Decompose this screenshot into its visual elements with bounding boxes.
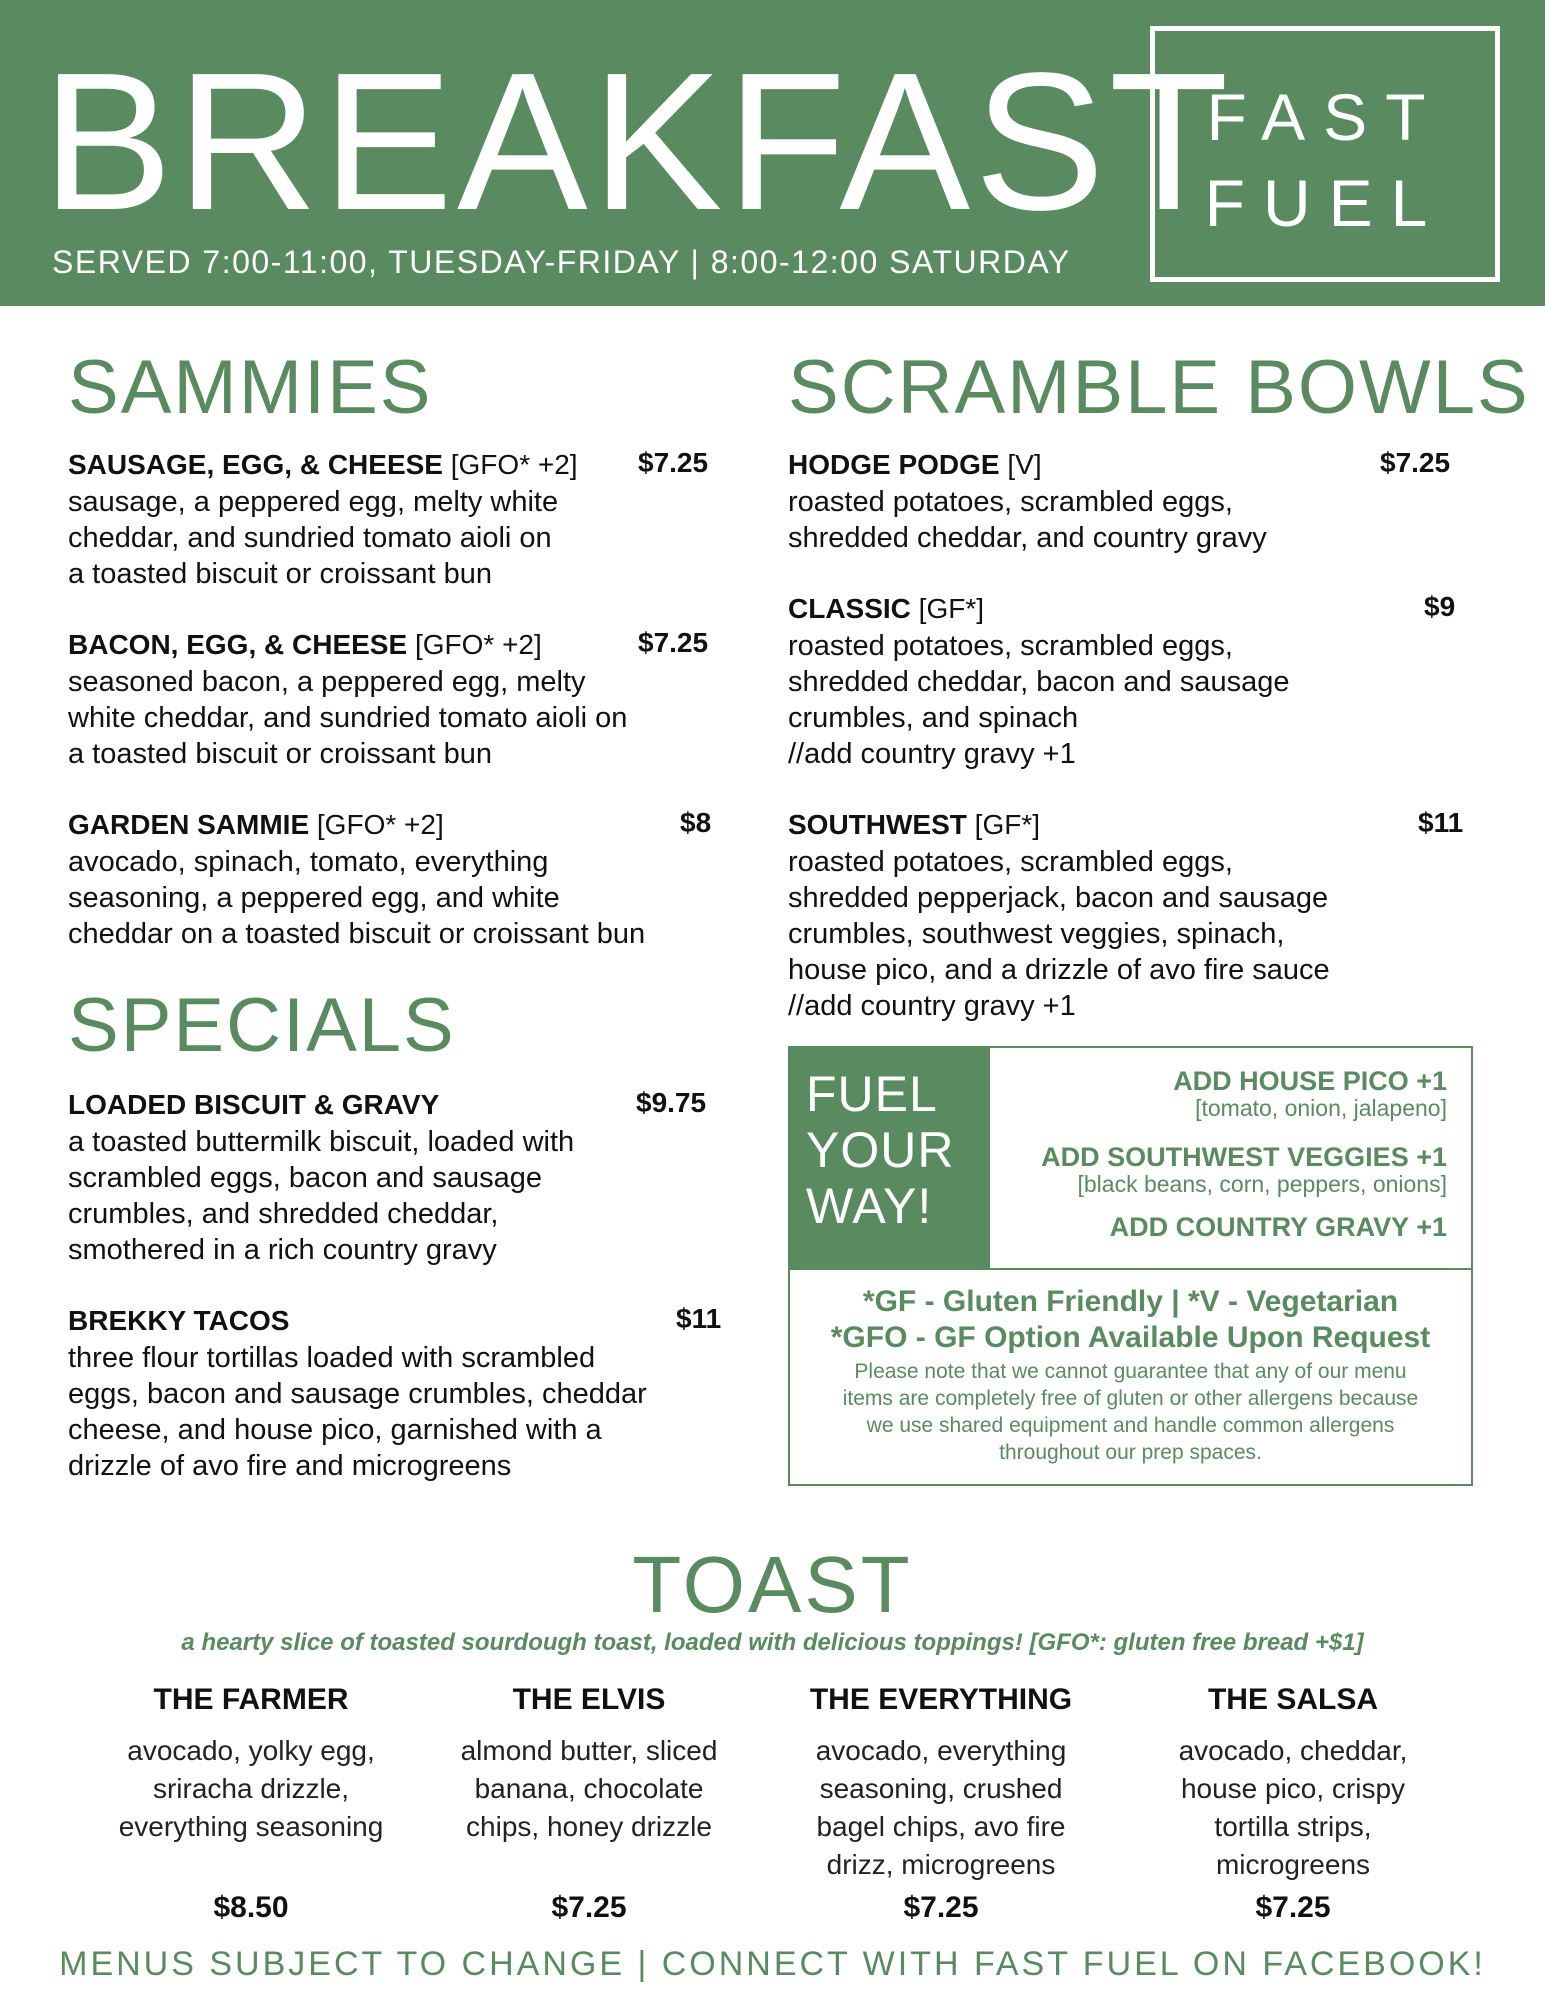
fuel-your-way-box bbox=[788, 1046, 1473, 1486]
service-hours: SERVED 7:00-11:00, TUESDAY-FRIDAY | 8:00-12:00 SATURDAY bbox=[52, 244, 1071, 280]
addon-item bbox=[1041, 1142, 1447, 1196]
item-desc-line: eggs, bacon and sausage crumbles, cheddar bbox=[68, 1378, 647, 1410]
fuel-your-way-heading bbox=[806, 1066, 954, 1234]
logo-line-fuel: FUEL bbox=[1204, 166, 1446, 240]
dietary-legend bbox=[790, 1284, 1471, 1466]
toast-desc: avocado, everything seasoning, crushed bagel chips, avo fire drizz, microgreens bbox=[815, 1735, 1067, 1880]
menu-item bbox=[788, 592, 1488, 777]
heading-line: FUEL bbox=[806, 1066, 938, 1122]
menu-item bbox=[68, 1304, 768, 1494]
item-desc-line: cheese, and house pico, garnished with a bbox=[68, 1414, 602, 1446]
item-tag: [GFO* +2] bbox=[407, 629, 542, 660]
item-desc-line: cheddar, and sundried tomato aioli on bbox=[68, 522, 552, 554]
toast-desc: avocado, cheddar, house pico, crispy tortilla strips, microgreens bbox=[1178, 1735, 1408, 1880]
toast-price: $7.25 bbox=[903, 1891, 979, 1924]
item-desc-line: crumbles, and shredded cheddar, bbox=[68, 1198, 499, 1230]
item-name: BACON, EGG, & CHEESE bbox=[68, 629, 408, 660]
item-desc-line: avocado, spinach, tomato, everything bbox=[68, 846, 549, 878]
item-desc-line: a toasted buttermilk biscuit, loaded with bbox=[68, 1126, 575, 1158]
item-desc-line: smothered in a rich country gravy bbox=[68, 1234, 497, 1266]
legend-line: *GF - Gluten Friendly | *V - Vegetarian bbox=[862, 1285, 1399, 1318]
item-desc-line: roasted potatoes, scrambled eggs, bbox=[788, 630, 1233, 662]
item-desc-line: three flour tortillas loaded with scrambled bbox=[68, 1342, 596, 1374]
item-tag: [GFO* +2] bbox=[309, 809, 444, 840]
section-title-toast: TOAST bbox=[632, 1540, 913, 1629]
item-desc-line: seasoning, a peppered egg, and white bbox=[68, 882, 560, 914]
item-desc-line: crumbles, and spinach bbox=[788, 702, 1079, 734]
item-tag: [V] bbox=[999, 449, 1042, 480]
item-desc-line: //add country gravy +1 bbox=[788, 990, 1076, 1022]
fast-fuel-logo bbox=[1150, 26, 1500, 282]
menu-item bbox=[68, 628, 768, 778]
item-name: LOADED BISCUIT & GRAVY bbox=[68, 1089, 440, 1120]
menu-item bbox=[68, 1088, 768, 1278]
header-banner bbox=[0, 0, 1545, 306]
toast-desc: almond butter, sliced banana, chocolate chips, honey drizzle bbox=[460, 1735, 718, 1842]
item-price: $9.75 bbox=[636, 1087, 707, 1118]
item-price: $11 bbox=[676, 1303, 722, 1334]
addon-item bbox=[1173, 1066, 1447, 1120]
item-tag: [GFO* +2] bbox=[442, 449, 578, 480]
toast-price: $7.25 bbox=[1255, 1891, 1331, 1924]
item-name: SOUTHWEST bbox=[788, 809, 967, 840]
item-desc-line: a toasted biscuit or croissant bun bbox=[68, 558, 492, 590]
item-desc-line: crumbles, southwest veggies, spinach, bbox=[788, 918, 1285, 950]
menu-item bbox=[788, 448, 1488, 558]
item-price: $11 bbox=[1418, 807, 1464, 838]
item-desc-line: shredded pepperjack, bacon and sausage bbox=[788, 882, 1329, 914]
item-desc-line: white cheddar, and sundried tomato aioli on bbox=[68, 702, 628, 734]
item-desc-line: //add country gravy +1 bbox=[788, 738, 1076, 770]
toast-item bbox=[1128, 1682, 1458, 1884]
item-price: $8 bbox=[680, 807, 712, 838]
toast-price: $8.50 bbox=[213, 1891, 289, 1924]
item-desc-line: shredded cheddar, and country gravy bbox=[788, 522, 1267, 554]
item-desc-line: a toasted biscuit or croissant bun bbox=[68, 738, 492, 770]
item-desc-line: shredded cheddar, bacon and sausage bbox=[788, 666, 1290, 698]
heading-line: YOUR bbox=[806, 1122, 955, 1178]
toast-name: THE FARMER bbox=[153, 1683, 349, 1716]
menu-title: BREAKFAST bbox=[42, 32, 1233, 251]
menu-item bbox=[788, 808, 1488, 1028]
item-desc-line: house pico, and a drizzle of avo fire sauce bbox=[788, 954, 1330, 986]
item-price: $7.25 bbox=[638, 627, 709, 658]
section-title-sammies: SAMMIES bbox=[68, 345, 433, 430]
item-desc-line: seasoned bacon, a peppered egg, melty bbox=[68, 666, 586, 698]
item-desc-line: roasted potatoes, scrambled eggs, bbox=[788, 486, 1233, 518]
item-desc-line: scrambled eggs, bacon and sausage bbox=[68, 1162, 542, 1194]
logo-line-fast: FAST bbox=[1206, 80, 1444, 154]
fuel-your-way-panel bbox=[790, 1048, 990, 1268]
toast-item bbox=[424, 1682, 754, 1846]
toast-name: THE ELVIS bbox=[512, 1683, 666, 1716]
item-price: $7.25 bbox=[638, 447, 709, 478]
allergen-note: Please note that we cannot guarantee that any of our menu items are completely free of gluten or other allergens because we use shared equipment and handle common allergens throughout our prep spaces. bbox=[842, 1360, 1419, 1464]
item-price: $9 bbox=[1424, 591, 1456, 622]
item-tag: [GF*] bbox=[910, 593, 985, 624]
item-desc-line: drizzle of avo fire and microgreens bbox=[68, 1450, 512, 1482]
section-title-specials: SPECIALS bbox=[68, 983, 456, 1068]
toast-name: THE SALSA bbox=[1207, 1683, 1378, 1716]
item-desc-line: roasted potatoes, scrambled eggs, bbox=[788, 846, 1233, 878]
heading-line: WAY! bbox=[806, 1178, 933, 1234]
item-price: $7.25 bbox=[1380, 447, 1451, 478]
item-name: BREKKY TACOS bbox=[68, 1305, 290, 1336]
menu-item bbox=[68, 808, 768, 958]
menu-item bbox=[68, 448, 728, 598]
footer-note: MENUS SUBJECT TO CHANGE | CONNECT WITH FAST FUEL ON FACEBOOK! bbox=[59, 1945, 1486, 1983]
addon-detail: [black beans, corn, peppers, onions] bbox=[1077, 1171, 1447, 1197]
item-desc-line: sausage, a peppered egg, melty white bbox=[68, 486, 559, 518]
divider bbox=[790, 1268, 1471, 1270]
addon-item bbox=[1110, 1212, 1447, 1242]
legend-line: *GFO - GF Option Available Upon Request bbox=[830, 1321, 1431, 1354]
item-desc-line: cheddar on a toasted biscuit or croissant bun bbox=[68, 918, 646, 950]
addon-detail: [tomato, onion, jalapeno] bbox=[1195, 1095, 1447, 1121]
addon-label: ADD COUNTRY GRAVY +1 bbox=[1109, 1212, 1447, 1242]
toast-item bbox=[86, 1682, 416, 1846]
toast-subtitle: a hearty slice of toasted sourdough toast, loaded with delicious toppings! [GFO*: gluten free bread +$1] bbox=[181, 1629, 1364, 1656]
toast-item bbox=[776, 1682, 1106, 1884]
addon-label: ADD HOUSE PICO +1 bbox=[1173, 1066, 1447, 1096]
item-name: CLASSIC bbox=[788, 593, 911, 624]
item-tag: [GF*] bbox=[966, 809, 1041, 840]
item-name: GARDEN SAMMIE bbox=[68, 809, 310, 840]
toast-desc: avocado, yolky egg, sriracha drizzle, everything seasoning bbox=[118, 1735, 384, 1842]
toast-price: $7.25 bbox=[551, 1891, 627, 1924]
section-title-scramble-bowls: SCRAMBLE BOWLS bbox=[788, 345, 1530, 430]
item-name: SAUSAGE, EGG, & CHEESE bbox=[68, 449, 443, 480]
addon-label: ADD SOUTHWEST VEGGIES +1 bbox=[1041, 1142, 1447, 1172]
item-name: HODGE PODGE bbox=[788, 449, 1000, 480]
toast-name: THE EVERYTHING bbox=[809, 1683, 1073, 1716]
